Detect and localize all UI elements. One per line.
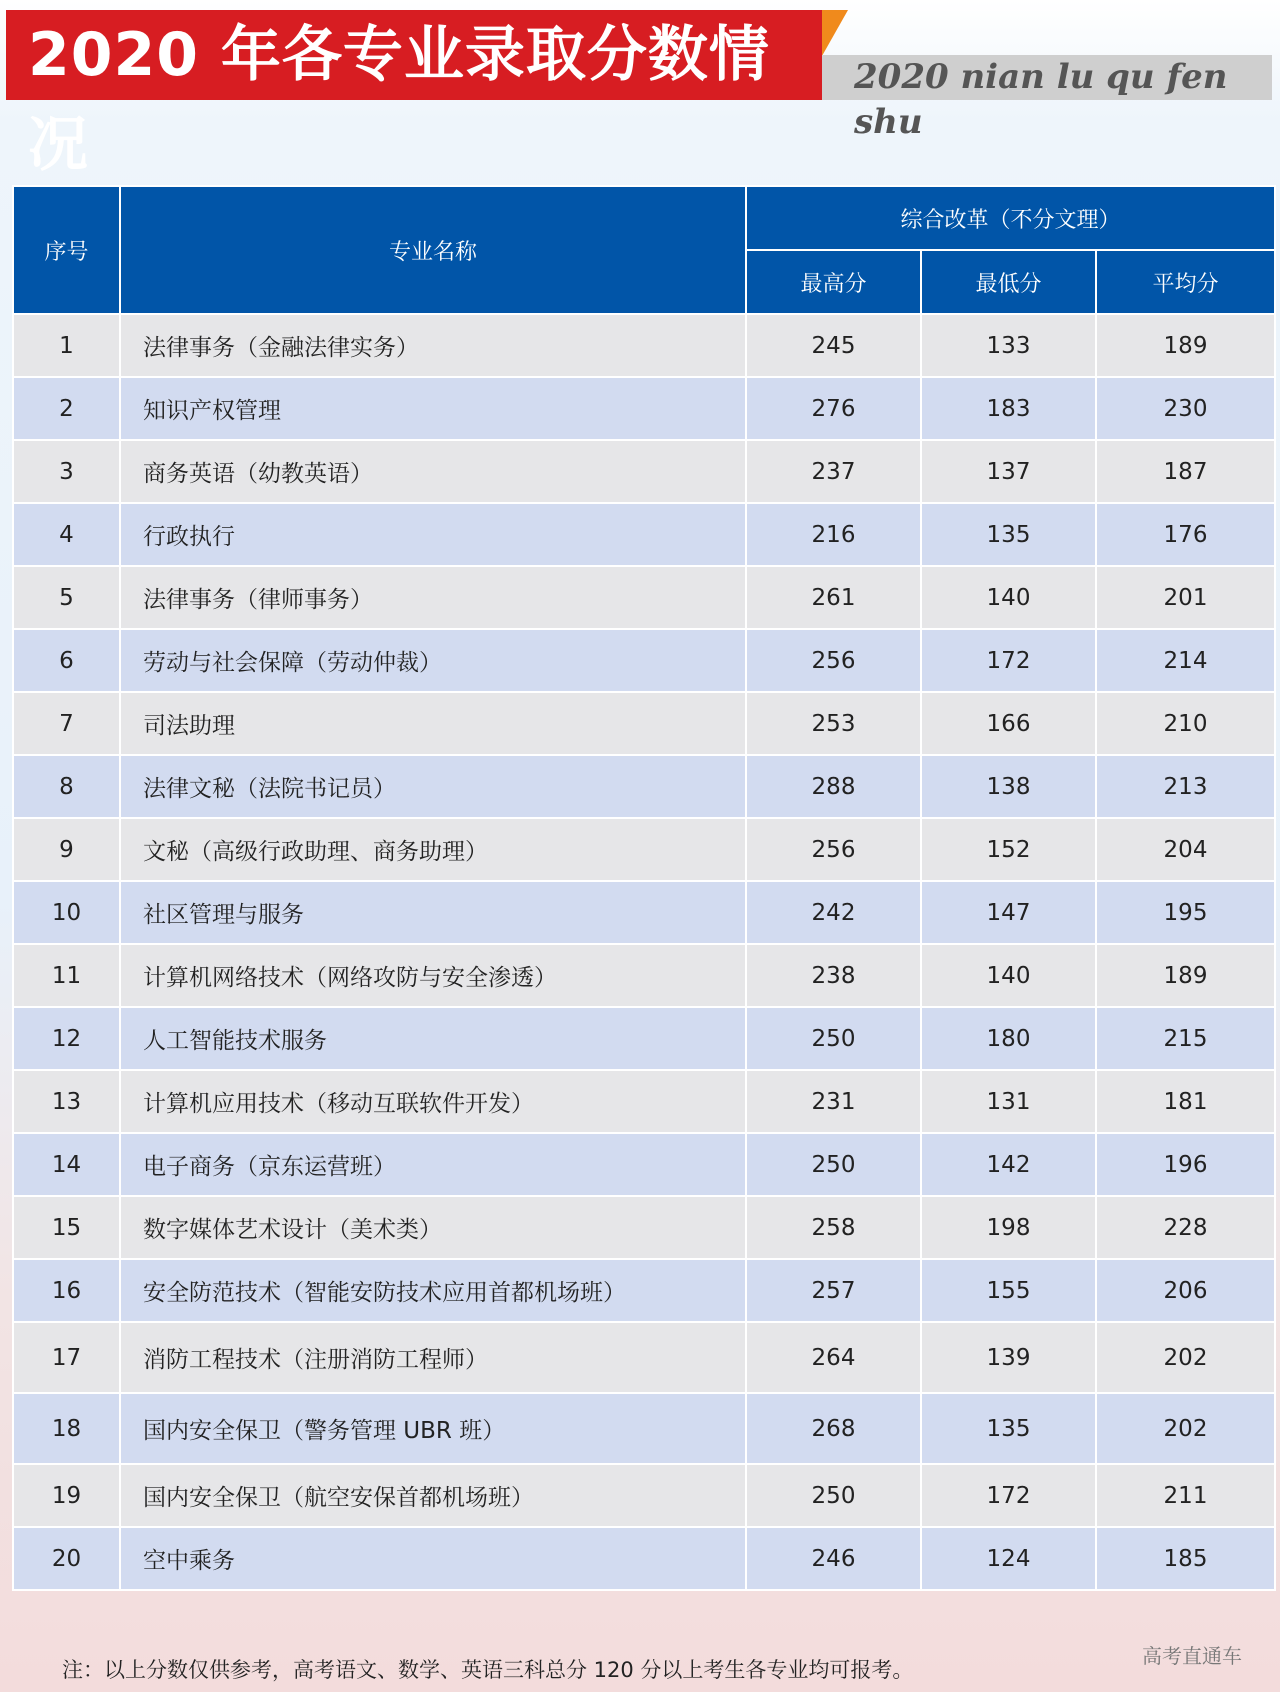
row-index: 1: [13, 314, 120, 377]
table-row: [13, 1196, 1275, 1259]
row-max-score: 264: [746, 1322, 921, 1393]
footnote: 注：以上分数仅供参考，高考语文、数学、英语三科总分 120 分以上考生各专业均可报考。: [62, 1658, 914, 1682]
table-row: [13, 692, 1275, 755]
row-index: 18: [13, 1393, 120, 1464]
row-major-name: 行政执行: [120, 503, 746, 566]
row-avg-score: 204: [1096, 818, 1275, 881]
row-major-name: 安全防范技术（智能安防技术应用首都机场班）: [120, 1259, 746, 1322]
row-avg-score: 230: [1096, 377, 1275, 440]
row-min-score: 180: [921, 1007, 1096, 1070]
row-major-name: 数字媒体艺术设计（美术类）: [120, 1196, 746, 1259]
row-avg-score: 185: [1096, 1527, 1275, 1590]
row-index: 11: [13, 944, 120, 1007]
row-min-score: 124: [921, 1527, 1096, 1590]
row-avg-score: 187: [1096, 440, 1275, 503]
row-major-name: 法律事务（金融法律实务）: [120, 314, 746, 377]
row-min-score: 135: [921, 1393, 1096, 1464]
table-row: [13, 503, 1275, 566]
row-max-score: 245: [746, 314, 921, 377]
row-major-name: 计算机网络技术（网络攻防与安全渗透）: [120, 944, 746, 1007]
row-avg-score: 196: [1096, 1133, 1275, 1196]
row-min-score: 172: [921, 629, 1096, 692]
row-major-name: 文秘（高级行政助理、商务助理）: [120, 818, 746, 881]
row-max-score: 268: [746, 1393, 921, 1464]
table-row: [13, 1133, 1275, 1196]
row-index: 17: [13, 1322, 120, 1393]
row-max-score: 276: [746, 377, 921, 440]
row-index: 6: [13, 629, 120, 692]
row-avg-score: 215: [1096, 1007, 1275, 1070]
table-row: [13, 1322, 1275, 1393]
row-index: 7: [13, 692, 120, 755]
row-max-score: 256: [746, 818, 921, 881]
table-row: [13, 1393, 1275, 1464]
table-row: [13, 1070, 1275, 1133]
row-min-score: 172: [921, 1464, 1096, 1527]
row-avg-score: 214: [1096, 629, 1275, 692]
row-major-name: 劳动与社会保障（劳动仲裁）: [120, 629, 746, 692]
row-max-score: 256: [746, 629, 921, 692]
table-row: [13, 377, 1275, 440]
row-index: 10: [13, 881, 120, 944]
title-accent-tab: [822, 10, 848, 56]
row-max-score: 237: [746, 440, 921, 503]
row-min-score: 140: [921, 944, 1096, 1007]
page-title: 2020 年各专业录取分数情况: [6, 10, 822, 100]
header-min-score: 最低分: [921, 250, 1096, 314]
row-min-score: 155: [921, 1259, 1096, 1322]
table-row: [13, 1007, 1275, 1070]
row-min-score: 166: [921, 692, 1096, 755]
row-major-name: 消防工程技术（注册消防工程师）: [120, 1322, 746, 1393]
row-major-name: 法律文秘（法院书记员）: [120, 755, 746, 818]
row-index: 2: [13, 377, 120, 440]
watermark-text: 高考直通车: [1142, 1644, 1242, 1668]
row-major-name: 社区管理与服务: [120, 881, 746, 944]
table-row: [13, 1464, 1275, 1527]
row-major-name: 人工智能技术服务: [120, 1007, 746, 1070]
header-max-score: 最高分: [746, 250, 921, 314]
row-major-name: 计算机应用技术（移动互联软件开发）: [120, 1070, 746, 1133]
row-index: 4: [13, 503, 120, 566]
row-avg-score: 213: [1096, 755, 1275, 818]
row-major-name: 国内安全保卫（警务管理 UBR 班）: [120, 1393, 746, 1464]
row-avg-score: 211: [1096, 1464, 1275, 1527]
row-min-score: 152: [921, 818, 1096, 881]
row-major-name: 空中乘务: [120, 1527, 746, 1590]
row-min-score: 142: [921, 1133, 1096, 1196]
row-major-name: 司法助理: [120, 692, 746, 755]
row-max-score: 238: [746, 944, 921, 1007]
row-min-score: 135: [921, 503, 1096, 566]
row-max-score: 261: [746, 566, 921, 629]
row-index: 5: [13, 566, 120, 629]
table-row: [13, 440, 1275, 503]
row-index: 12: [13, 1007, 120, 1070]
row-major-name: 商务英语（幼教英语）: [120, 440, 746, 503]
row-index: 20: [13, 1527, 120, 1590]
row-max-score: 216: [746, 503, 921, 566]
table-row: [13, 314, 1275, 377]
row-avg-score: 195: [1096, 881, 1275, 944]
row-index: 19: [13, 1464, 120, 1527]
row-index: 16: [13, 1259, 120, 1322]
row-major-name: 法律事务（律师事务）: [120, 566, 746, 629]
table-row: [13, 881, 1275, 944]
row-avg-score: 201: [1096, 566, 1275, 629]
header-index: 序号: [13, 186, 120, 314]
row-index: 13: [13, 1070, 120, 1133]
row-max-score: 231: [746, 1070, 921, 1133]
row-avg-score: 202: [1096, 1393, 1275, 1464]
row-min-score: 183: [921, 377, 1096, 440]
row-min-score: 138: [921, 755, 1096, 818]
row-index: 14: [13, 1133, 120, 1196]
table-row: [13, 629, 1275, 692]
row-index: 3: [13, 440, 120, 503]
table-row: [13, 1527, 1275, 1590]
row-max-score: 250: [746, 1464, 921, 1527]
row-max-score: 242: [746, 881, 921, 944]
row-min-score: 139: [921, 1322, 1096, 1393]
row-major-name: 知识产权管理: [120, 377, 746, 440]
row-max-score: 250: [746, 1007, 921, 1070]
row-min-score: 131: [921, 1070, 1096, 1133]
row-min-score: 140: [921, 566, 1096, 629]
row-min-score: 147: [921, 881, 1096, 944]
row-max-score: 246: [746, 1527, 921, 1590]
row-avg-score: 210: [1096, 692, 1275, 755]
header-group-comprehensive-reform: 综合改革（不分文理）: [746, 186, 1275, 250]
row-max-score: 258: [746, 1196, 921, 1259]
header-major-name: 专业名称: [120, 186, 746, 314]
row-index: 8: [13, 755, 120, 818]
row-avg-score: 202: [1096, 1322, 1275, 1393]
row-avg-score: 176: [1096, 503, 1275, 566]
row-index: 9: [13, 818, 120, 881]
row-avg-score: 228: [1096, 1196, 1275, 1259]
row-max-score: 257: [746, 1259, 921, 1322]
row-min-score: 133: [921, 314, 1096, 377]
row-avg-score: 189: [1096, 314, 1275, 377]
table-row: [13, 566, 1275, 629]
header-avg-score: 平均分: [1096, 250, 1275, 314]
row-max-score: 253: [746, 692, 921, 755]
table-row: [13, 818, 1275, 881]
table-row: [13, 755, 1275, 818]
row-major-name: 电子商务（京东运营班）: [120, 1133, 746, 1196]
row-avg-score: 206: [1096, 1259, 1275, 1322]
row-major-name: 国内安全保卫（航空安保首都机场班）: [120, 1464, 746, 1527]
table-row: [13, 1259, 1275, 1322]
row-max-score: 288: [746, 755, 921, 818]
pinyin-subtitle: 2020 nian lu qu fen shu: [822, 55, 1272, 100]
admission-score-table: [12, 185, 1276, 1591]
row-avg-score: 189: [1096, 944, 1275, 1007]
row-index: 15: [13, 1196, 120, 1259]
row-max-score: 250: [746, 1133, 921, 1196]
table-row: [13, 944, 1275, 1007]
row-min-score: 137: [921, 440, 1096, 503]
row-min-score: 198: [921, 1196, 1096, 1259]
row-avg-score: 181: [1096, 1070, 1275, 1133]
